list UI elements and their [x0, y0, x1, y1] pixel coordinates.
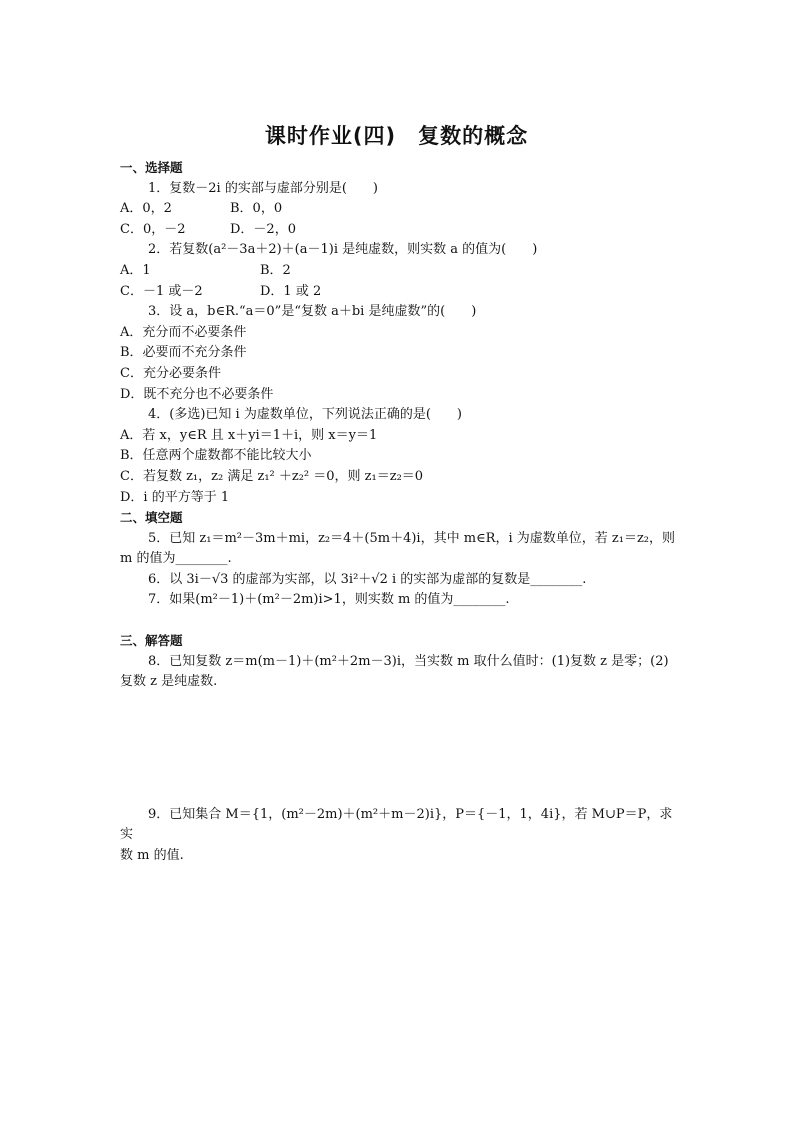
- question-1-options-row-1: [120, 199, 675, 220]
- q2-option-c: C．－1 或－2: [120, 283, 203, 299]
- q2-option-b: B．2: [260, 262, 291, 278]
- question-9-line-2: 数 m 的值.: [120, 848, 184, 864]
- section-multiple-choice: 一、选择题: [120, 160, 183, 175]
- question-2-options-row-2: [120, 282, 675, 303]
- q1-option-b: B．0，0: [230, 201, 283, 217]
- question-5-line-1: 5．已知 z₁＝m²－3m＋mi，z₂＝4＋(5m＋4)i，其中 m∈R，i 为虚数单位，若 z₁＝z₂，则: [148, 530, 676, 546]
- question-5-line-2: m 的值为________.: [120, 551, 232, 567]
- q1-option-c: C．0，－2: [120, 221, 186, 237]
- q4-option-c: C．若复数 z₁，z₂ 满足 z₁² ＋z₂² ＝0，则 z₁＝z₂＝0: [120, 468, 424, 484]
- spacer: [120, 611, 675, 631]
- answer-space: [120, 693, 675, 805]
- question-3: 3．设 a，b∈R.“a＝0”是“复数 a＋bi 是纯虚数”的( ): [148, 304, 477, 320]
- section-solve: 三、解答题: [120, 633, 183, 649]
- q1-option-d: D．－2，0: [230, 221, 296, 237]
- question-2-options-row-1: [120, 261, 675, 282]
- q3-option-c: C．充分必要条件: [120, 365, 221, 381]
- page-title: 课时作业(四) 复数的概念: [264, 124, 529, 148]
- q3-option-b: B．必要而不充分条件: [120, 345, 247, 361]
- question-8-line-1: 8．已知复数 z＝m(m－1)＋(m²＋2m－3)i，当实数 m 取什么值时：(1)复数 z 是零；(2): [148, 653, 669, 669]
- worksheet-content: [120, 158, 675, 867]
- question-1-options-row-2: [120, 220, 675, 241]
- question-7: 7．如果(m²－1)＋(m²－2m)i>1，则实数 m 的值为________.: [148, 592, 510, 608]
- q2-option-a: A．1: [120, 262, 151, 278]
- question-2: 2．若复数(a²－3a＋2)＋(a－1)i 是纯虚数，则实数 a 的值为( ): [148, 242, 538, 258]
- q4-option-a: A．若 x，y∈R 且 x＋yi＝1＋i，则 x＝y＝1: [120, 427, 378, 443]
- question-8-line-2: 复数 z 是纯虚数.: [120, 674, 218, 690]
- question-6: 6．以 3i－√3 的虚部为实部，以 3i²＋√2 i 的实部为虚部的复数是________.: [148, 571, 587, 587]
- question-9-line-1: 9．已知集合 M＝{1，(m²－2m)＋(m²＋m－2)i}，P＝{－1，1，4i}，若 M∪P＝P，求实: [120, 806, 673, 843]
- section-fill-in: 二、填空题: [120, 510, 183, 526]
- question-4: 4．(多选)已知 i 为虚数单位，下列说法正确的是( ): [148, 407, 462, 423]
- q1-option-a: A．0，2: [120, 201, 172, 217]
- q3-option-a: A．充分而不必要条件: [120, 324, 247, 340]
- question-1: 1．复数－2i 的实部与虚部分别是( ): [148, 180, 378, 196]
- q4-option-b: B．任意两个虚数都不能比较大小: [120, 448, 312, 464]
- q3-option-d: D．既不充分也不必要条件: [120, 386, 274, 402]
- q2-option-d: D．1 或 2: [260, 283, 322, 299]
- q4-option-d: D．i 的平方等于 1: [120, 489, 230, 505]
